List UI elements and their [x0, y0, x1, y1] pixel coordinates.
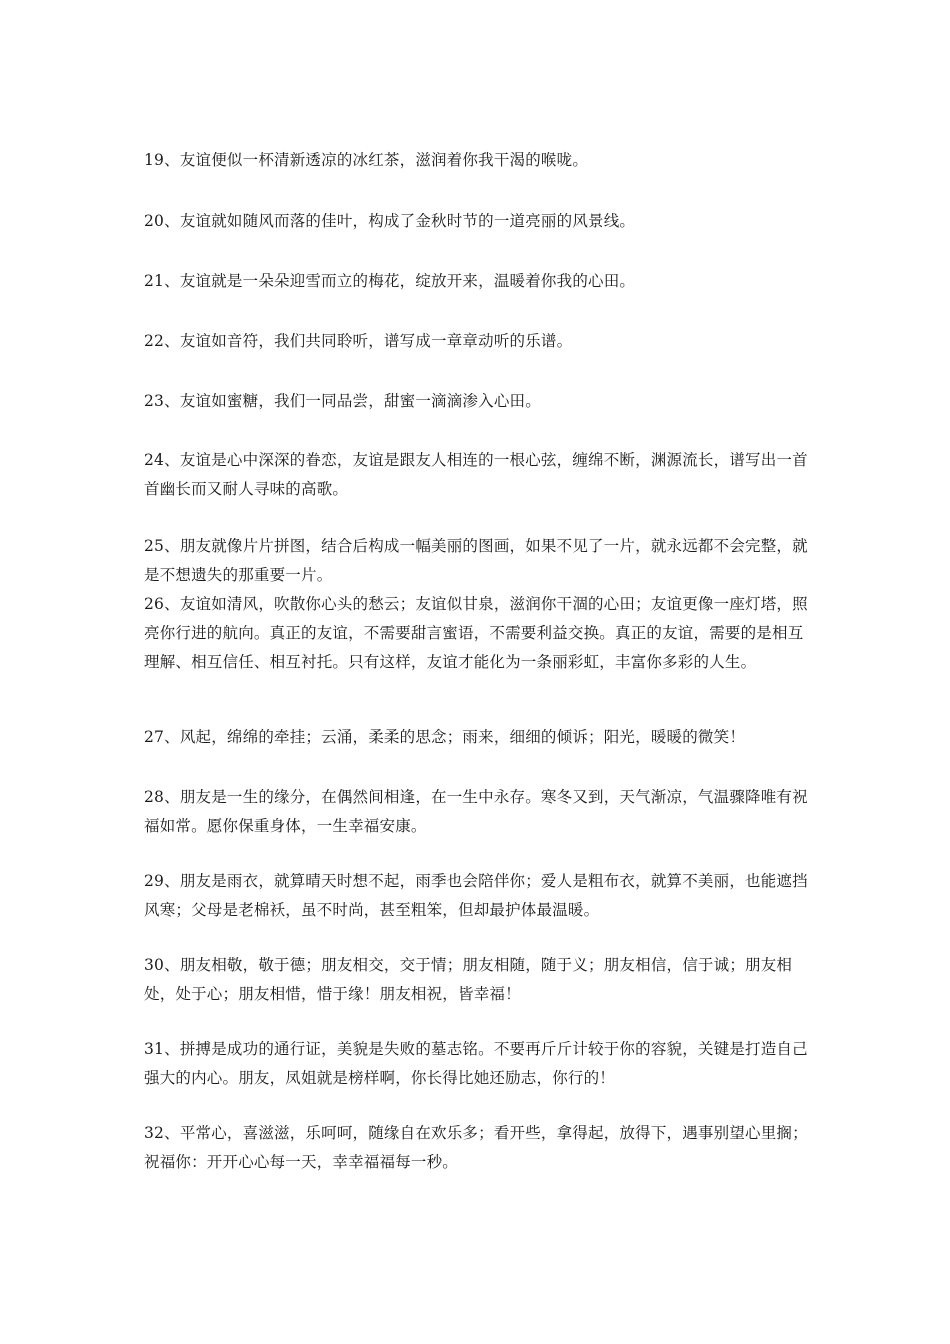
paragraph-24: 24、友谊是心中深深的眷恋，友谊是跟友人相连的一根心弦，缠绵不断，渊源流长，谱写出一首首幽长而又耐人寻味的高歌。	[144, 451, 808, 498]
paragraph-28: 28、朋友是一生的缘分，在偶然间相逢，在一生中永存。寒冬又到，天气渐凉，气温骤降唯有祝福如常。愿你保重身体，一生幸福安康。	[144, 788, 808, 835]
paragraph-30: 30、朋友相敬，敬于德；朋友相交，交于情；朋友相随，随于义；朋友相信，信于诚；朋友相处，处于心；朋友相惜，惜于缘！朋友相祝，皆幸福！	[144, 956, 793, 1003]
paragraph-22: 22、友谊如音符，我们共同聆听，谱写成一章章动听的乐谱。	[144, 332, 573, 350]
paragraph-27: 27、风起，绵绵的牵挂；云涌，柔柔的思念；雨来，细细的倾诉；阳光，暖暖的微笑！	[144, 728, 746, 746]
paragraph-20: 20、友谊就如随风而落的佳叶，构成了金秋时节的一道亮丽的风景线。	[144, 212, 636, 230]
paragraph-19: 19、友谊便似一杯清新透凉的冰红茶，滋润着你我干渴的喉咙。	[144, 151, 589, 169]
paragraph-25: 25、朋友就像片片拼图，结合后构成一幅美丽的图画，如果不见了一片，就永远都不会完整，就是不想遗失的那重要一片。	[144, 537, 808, 584]
paragraph-21: 21、友谊就是一朵朵迎雪而立的梅花，绽放开来，温暖着你我的心田。	[144, 272, 636, 290]
paragraph-26: 26、友谊如清风，吹散你心头的愁云；友谊似甘泉，滋润你干涸的心田；友谊更像一座灯塔，照亮你行进的航向。真正的友谊，不需要甜言蜜语，不需要利益交换。真正的友谊，需要的是相互理解、相互信任、相互衬托。只有这样，友谊才能化为一条丽彩虹，丰富你多彩的人生。	[144, 595, 808, 671]
paragraph-31: 31、拼搏是成功的通行证，美貌是失败的墓志铭。不要再斤斤计较于你的容貌，关键是打造自己强大的内心。朋友，凤姐就是榜样啊，你长得比她还励志，你行的！	[144, 1040, 808, 1087]
paragraph-23: 23、友谊如蜜糖，我们一同品尝，甜蜜一滴滴渗入心田。	[144, 392, 541, 410]
paragraph-29: 29、朋友是雨衣，就算晴天时想不起，雨季也会陪伴你；爱人是粗布衣，就算不美丽，也能遮挡风寒；父母是老棉袄，虽不时尚，甚至粗笨，但却最护体最温暖。	[144, 872, 808, 919]
paragraph-32: 32、平常心，喜滋滋，乐呵呵，随缘自在欢乐多；看开些，拿得起，放得下，遇事别望心里搁；祝福你：开开心心每一天，幸幸福福每一秒。	[144, 1124, 808, 1171]
